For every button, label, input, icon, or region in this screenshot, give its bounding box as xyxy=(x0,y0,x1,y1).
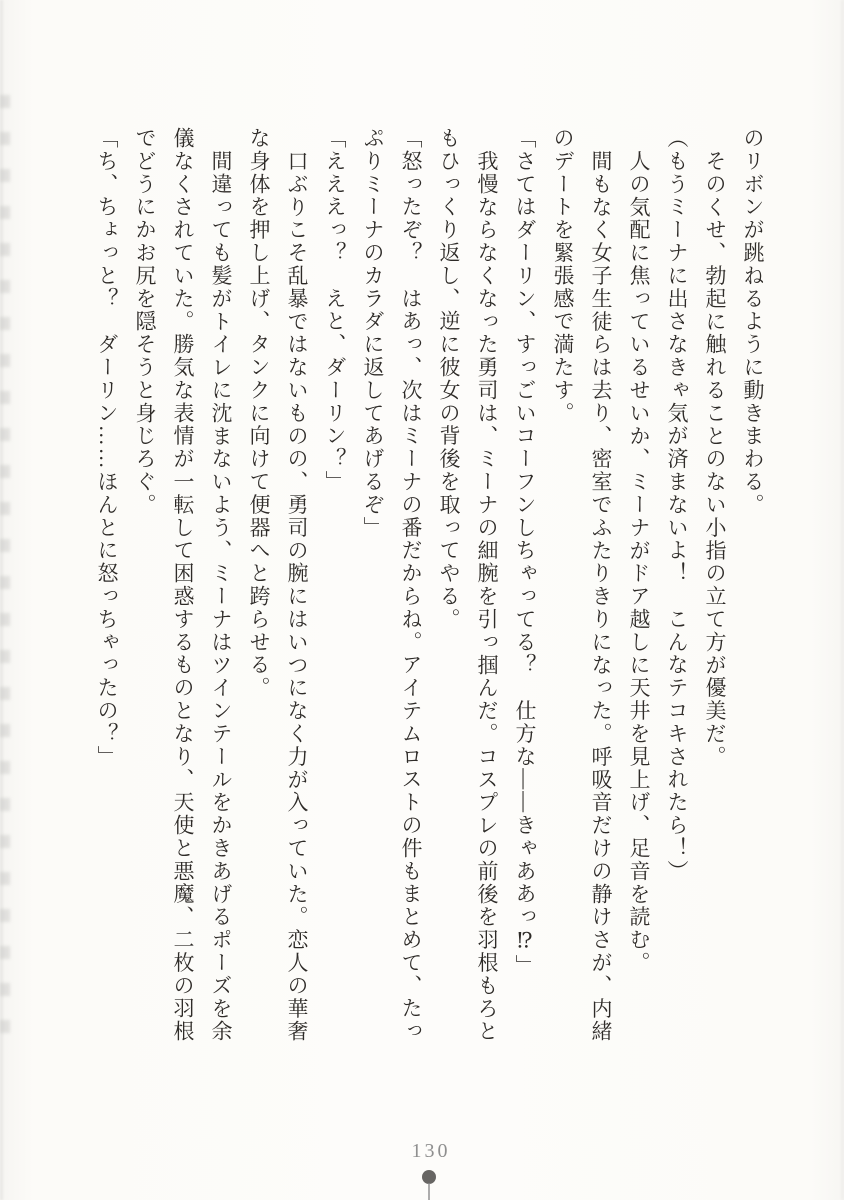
paragraph: 人の気配に焦っているせいか、ミーナがドア越しに天井を見上げ、足音を読む。 xyxy=(627,150,651,975)
paragraph: そのくせ、勃起に触れることのない小指の立て方が優美だ。 xyxy=(703,150,727,769)
vertical-text-block xyxy=(82,127,772,1045)
footer-dot-mark xyxy=(422,1170,436,1184)
paragraph: 「怒ったぞ？ はあっ、次はミーナの番だからね。アイテムロストの件もまとめて、たっぷりミーナのカラダに返してあげるぞ」 xyxy=(361,127,423,1043)
footer-line-mark xyxy=(428,1183,430,1200)
paragraph: 「ち、ちょっと？ ダーリン……ほんとに怒っちゃったの？」 xyxy=(95,127,119,769)
paragraph: 間違っても髪がトイレに沈まないよう、ミーナはツインテールをかきあげるポーズを余儀なくされていた。勝気な表情が一転して困惑するものとなり、天使と悪魔、二枚の羽根でどうにかお尻を隠そうと身じろぐ。 xyxy=(133,127,233,1044)
page-number: 130 xyxy=(411,1140,451,1162)
paragraph: 「さてはダーリン、すっごいコーフンしちゃってる？ 仕方な――きゃああっ⁉」 xyxy=(513,127,537,978)
paragraph: 我慢ならなくなった勇司は、ミーナの細腕を引っ掴んだ。コスプレの前後を羽根もろともひっくり返し、逆に彼女の背後を取ってやる。 xyxy=(437,127,499,1044)
paragraph: 「えええっ？ えと、ダーリン？」 xyxy=(323,127,347,494)
paragraph: のリボンが跳ねるように動きまわる。 xyxy=(741,127,765,517)
paragraph: 口ぶりこそ乱暴ではないものの、勇司の腕にはいつになく力が入っていた。恋人の華奢な身体を押し上げ、タンクに向けて便器へと跨らせる。 xyxy=(247,127,309,1044)
paragraph: 間もなく女子生徒らは去り、密室でふたりきりになった。呼吸音だけの静けさが、内緒のデートを緊張感で満たす。 xyxy=(551,127,613,1044)
paragraph: （もうミーナに出さなきゃ気が済まないよ！ こんなテコキされたら！） xyxy=(665,127,689,883)
left-edge-shadow-artifact xyxy=(0,0,3,1200)
